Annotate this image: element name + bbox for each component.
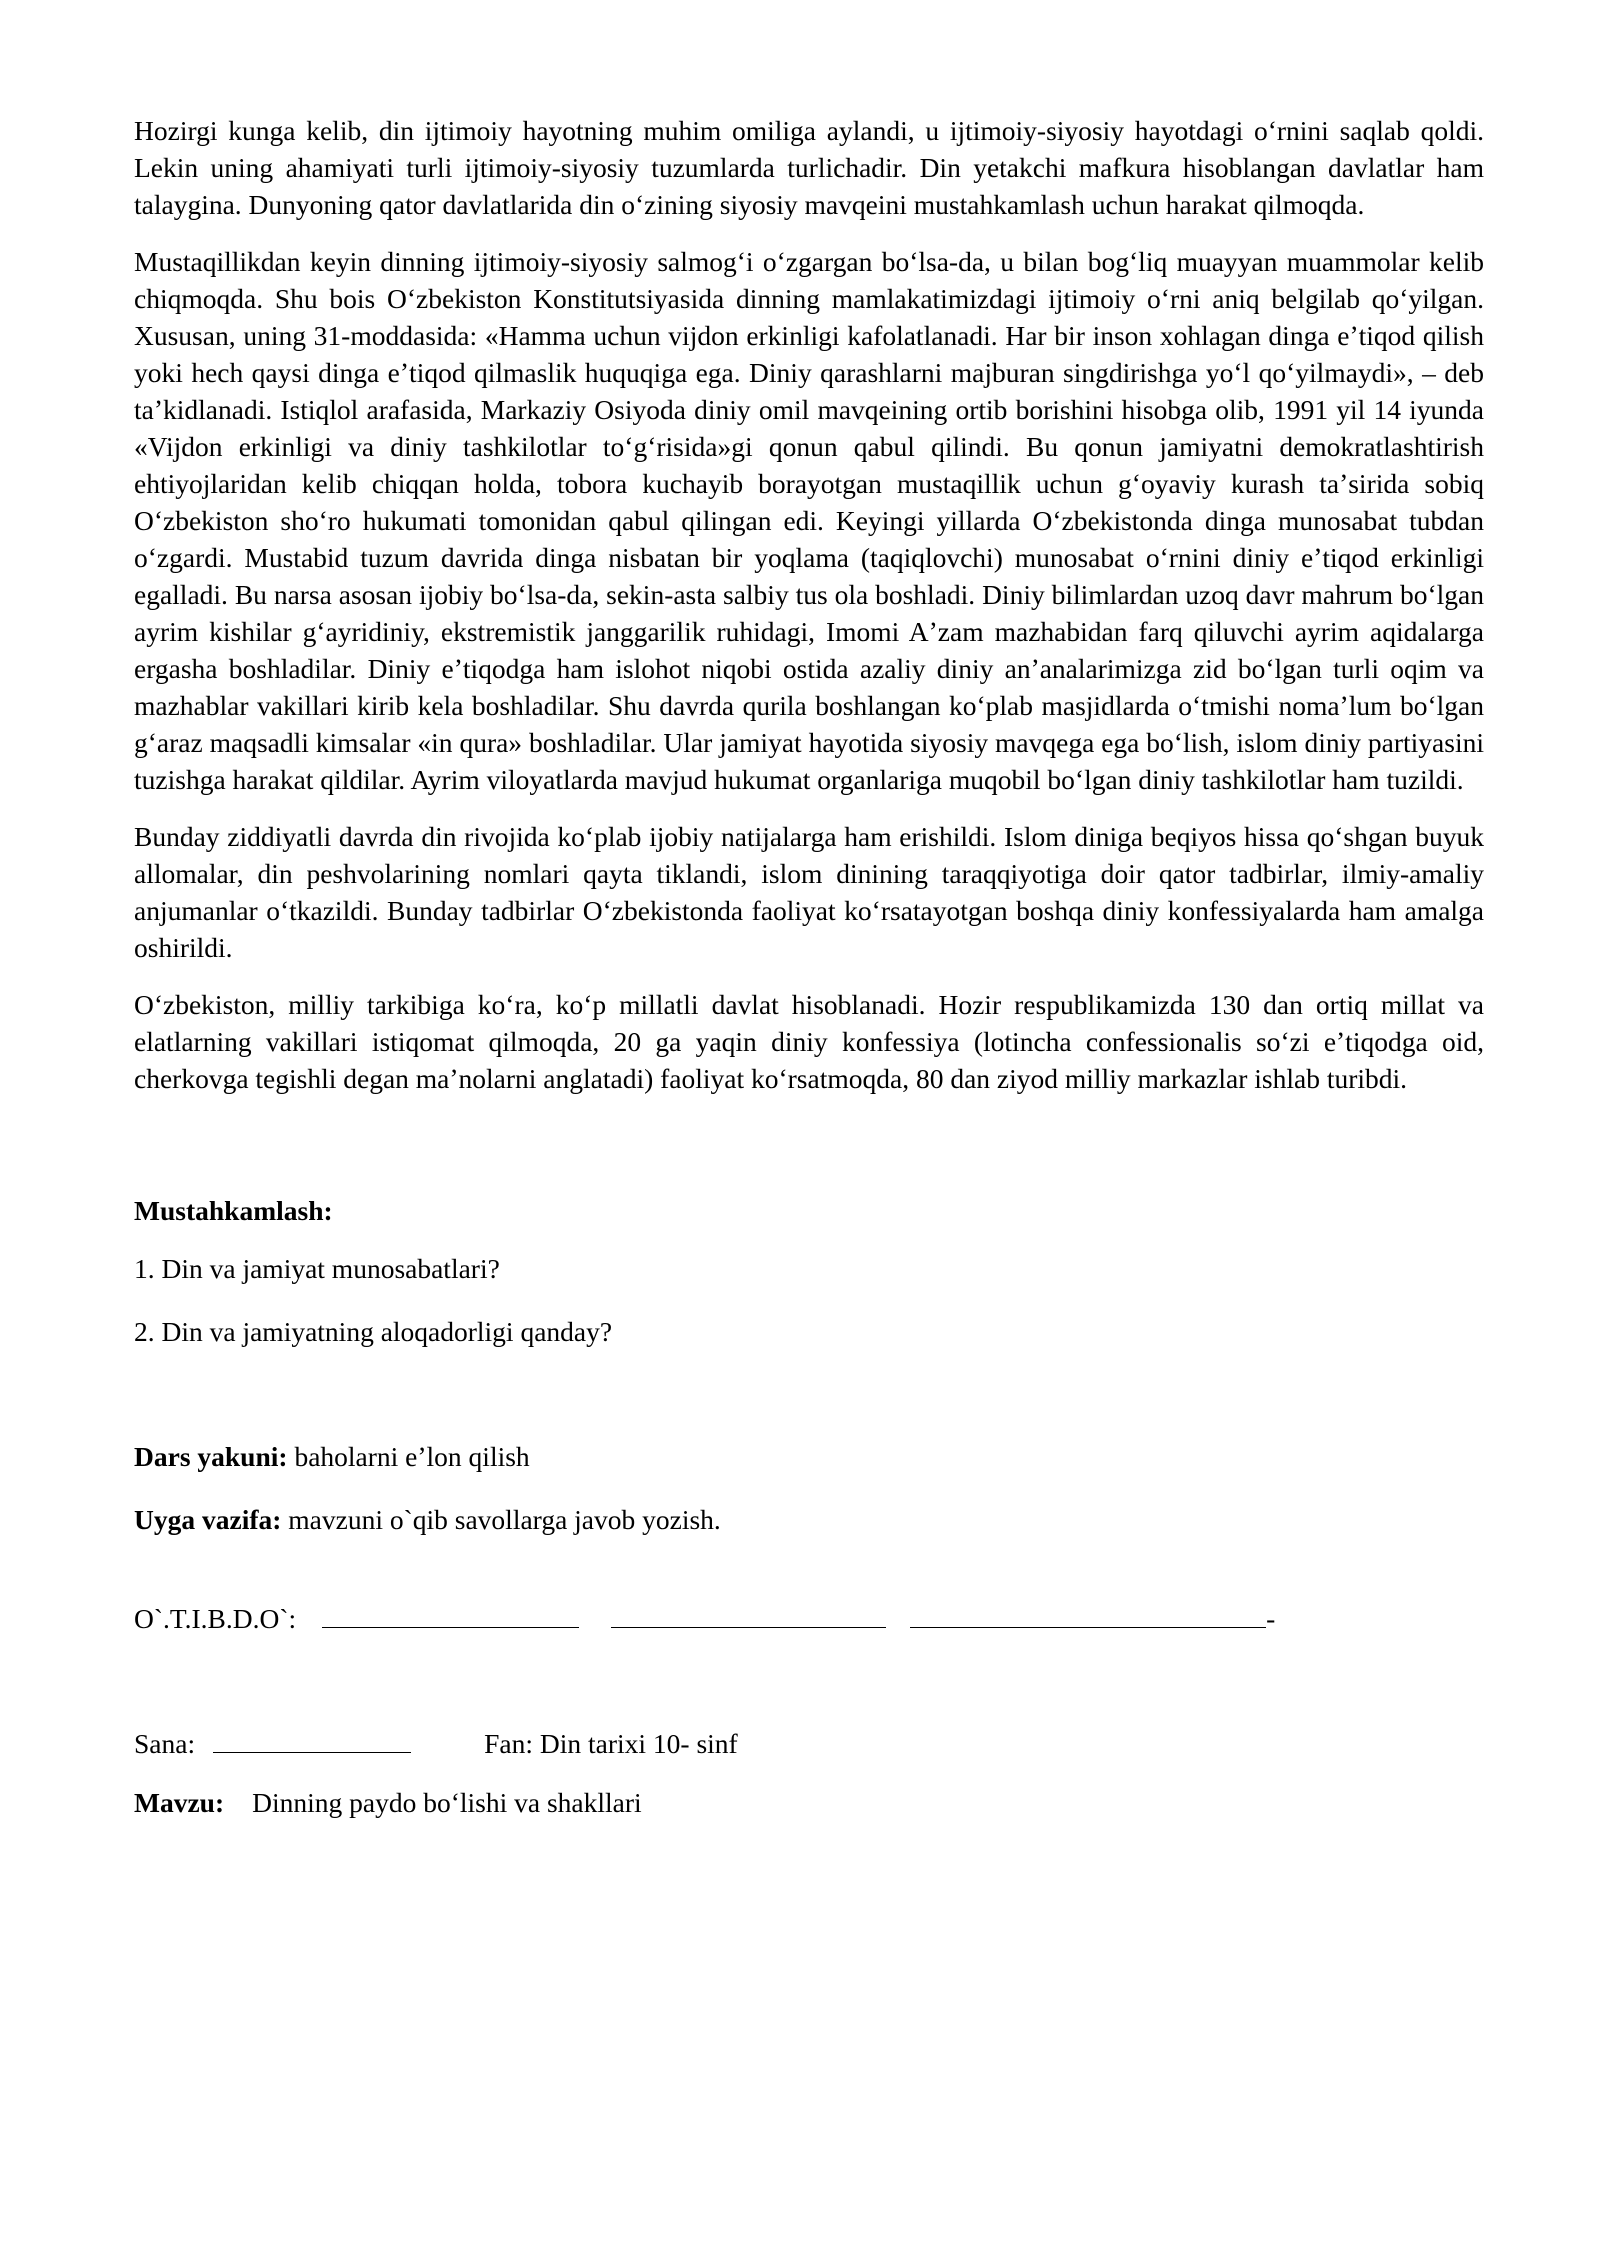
lesson-end-row [134, 1438, 1484, 1475]
homework-row [134, 1501, 1484, 1538]
subject-label: Fan: Din tarixi 10- sinf [484, 1728, 738, 1759]
question-1: 1. Din va jamiyat munosabatlari? [134, 1253, 500, 1284]
paragraph-independence: Mustaqillikdan keyin dinning ijtimoiy-siyosiy salmogʻi oʻzgargan boʻlsa-da, u bilan bogʻliq muayyan muammolar kelib chiqmoqda. Shu bois Oʻzbekiston Konstitutsiyasida dinning mamlakatimizdagi ijtimoiy oʻrni aniq belgilab qoʻyilgan. Xususan, uning 31-moddasida: «Hamma uchun vijdon erkinligi kafolatlanadi. Har bir inson xohlagan dinga eʼtiqod qilish yoki hech qaysi dinga eʼtiqod qilmaslik huquqiga ega. Diniy qarashlarni majburan singdirishga yoʻl qoʻyilmaydi», – deb taʼkidlanadi. Istiqlol arafasida, Markaziy Osiyoda diniy omil mavqeining ortib borishini hisobga olib, 1991 yil 14 iyunda «Vijdon erkinligi va diniy tashkilotlar toʻgʻrisida»gi qonun qabul qilindi. Bu qonun jamiyatni demokratlashtirish ehtiyojlaridan kelib chiqqan holda, tobora kuchayib borayotgan mustaqillik uchun gʻoyaviy kurash taʼsirida sobiq Oʻzbekiston shoʻro hukumati tomonidan qabul qilingan edi. Keyingi yillarda Oʻzbekistonda dinga munosabat tubdan oʻzgardi. Mustabid tuzum davrida dinga nisbatan bir yoqlama (taqiqlovchi) munosabat oʻrnini diniy eʼtiqod erkinligi egalladi. Bu narsa asosan ijobiy boʻlsa-da, sekin-asta salbiy tus ola boshladi. Diniy bilimlardan uzoq davr mahrum boʻlgan ayrim kishilar gʻayridiniy, ekstremistik janggarilik ruhidagi, Imomi Aʼzam mazhabidan farq qiluvchi ayrim aqidalarga ergasha boshladilar. Diniy eʼtiqodga ham islohot niqobi ostida azaliy diniy anʼanalarimizga zid boʻlgan turli oqim va mazhablar vakillari kirib kela boshladilar. Shu davrda qurila boshlangan koʻplab masjidlarda oʻtmishi nomaʼlum boʻlgan gʻaraz maqsadli kimsalar «in qura» boshladilar. Ular jamiyat hayotida siyosiy mavqega ega boʻlish, islom diniy partiyasini tuzishga harakat qildilar. Ayrim viloyatlarda mavjud hukumat organlariga muqobil boʻlgan diniy tashkilotlar ham tuzildi. [134, 246, 1484, 795]
paragraph-intro: Hozirgi kunga kelib, din ijtimoiy hayotning muhim omiliga aylandi, u ijtimoiy-siyosiy hayotdagi oʻrnini saqlab qoldi. Lekin uning ahamiyati turli ijtimoiy-siyosiy tuzumlarda turlichadir. Din yetakchi mafkura hisoblangan davlatlar ham talaygina. Dunyoning qator davlatlarida din oʻzining siyosiy mavqeini mustahkamlash uchun harakat qilmoqda. [134, 115, 1484, 220]
signature-blank-2 [611, 1601, 886, 1628]
reinforcement-heading: Mustahkamlash: [134, 1195, 333, 1226]
signature-row [134, 1600, 1484, 1637]
lesson-end-label: Dars yakuni: [134, 1441, 288, 1472]
signature-label: O`.T.I.B.D.O`: [134, 1603, 297, 1634]
date-row [134, 1725, 1484, 1762]
signature-blank-1 [322, 1601, 579, 1628]
signature-blank-3 [910, 1601, 1266, 1628]
homework-value: mavzuni o`qib savollarga javob yozish. [281, 1504, 721, 1535]
question-2: 2. Din va jamiyatning aloqadorligi qanday? [134, 1316, 613, 1347]
lesson-end-value: baholarni eʼlon qilish [287, 1441, 530, 1472]
signature-suffix: - [1266, 1603, 1276, 1634]
topic-value: Dinning paydo boʻlishi va shakllari [252, 1787, 642, 1818]
paragraph-nationalities: Oʻzbekiston, milliy tarkibiga koʻra, koʻp millatli davlat hisoblanadi. Hozir respublikamizda 130 dan ortiq millat va elatlarning vakillari istiqomat qilmoqda, 20 ga yaqin diniy konfessiya (lotincha confessionalis soʻzi eʼtiqodga oid, cherkovga tegishli degan maʼnolarni anglatadi) faoliyat koʻrsatmoqda, 80 dan ziyod milliy markazlar ishlab turibdi. [134, 989, 1484, 1094]
topic-label: Mavzu: [134, 1787, 225, 1818]
date-blank [213, 1726, 411, 1753]
topic-row [134, 1784, 1484, 1821]
paragraph-achievements: Bunday ziddiyatli davrda din rivojida koʻplab ijobiy natijalarga ham erishildi. Islom diniga beqiyos hissa qoʻshgan buyuk allomalar, din peshvolarining nomlari qayta tiklandi, islom dinining taraqqiyotiga doir qator tadbirlar, ilmiy-amaliy anjumanlar oʻtkazildi. Bunday tadbirlar Oʻzbekistonda faoliyat koʻrsatayotgan boshqa diniy konfessiyalarda ham amalga oshirildi. [134, 821, 1484, 963]
date-label: Sana: [134, 1728, 196, 1759]
homework-label: Uyga vazifa: [134, 1504, 282, 1535]
document-page [134, 112, 1484, 1821]
